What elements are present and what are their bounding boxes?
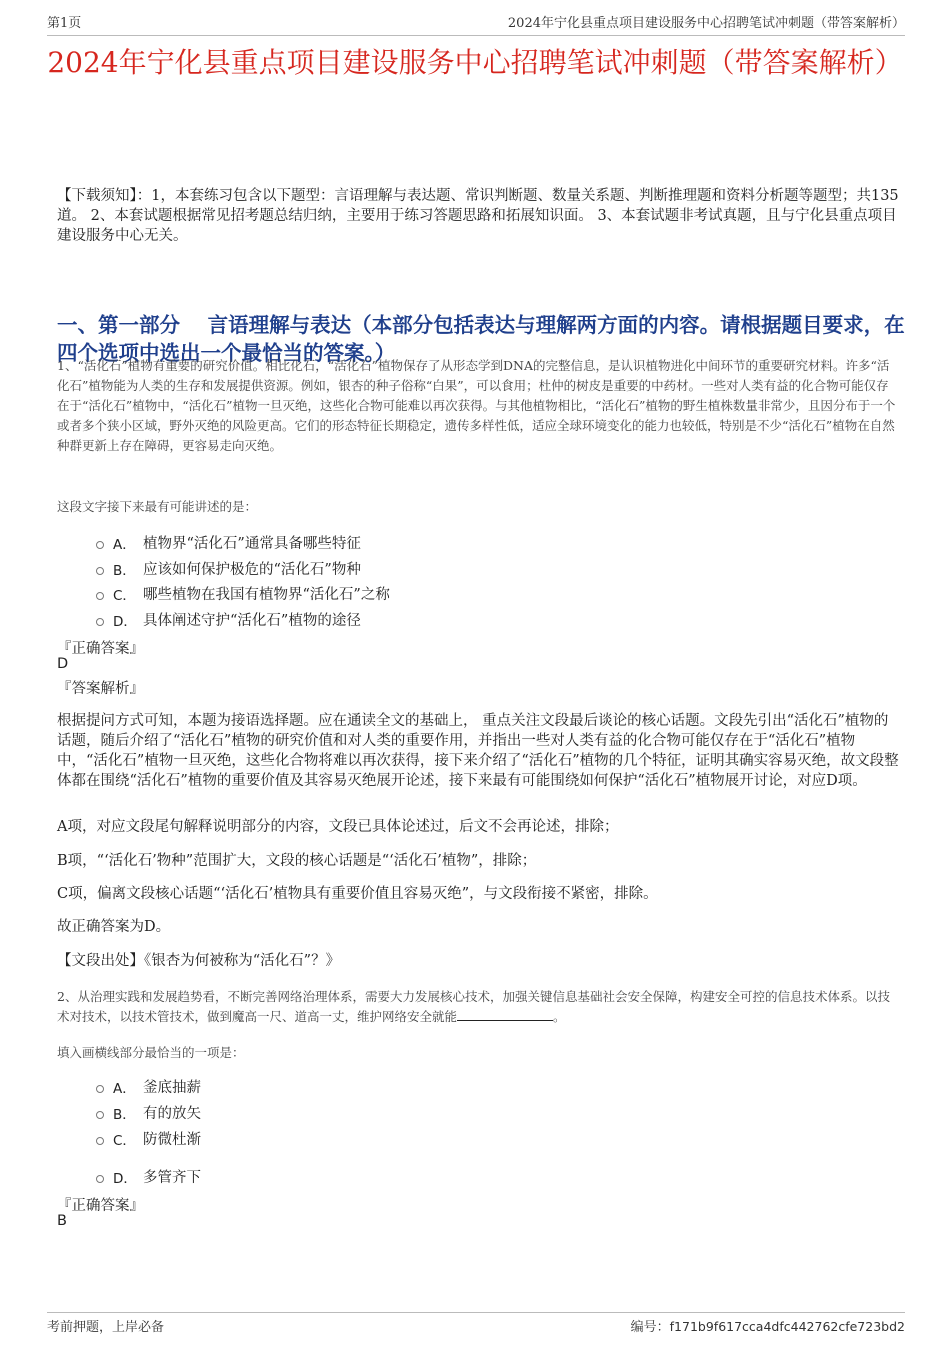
radio-icon[interactable]	[96, 1175, 104, 1183]
q2-option-c[interactable]	[96, 1128, 201, 1149]
running-header	[47, 12, 905, 36]
option-letter: A．	[113, 536, 136, 553]
q1-option-d[interactable]	[96, 609, 361, 630]
page-footer	[47, 1312, 905, 1335]
option-letter: C．	[113, 587, 136, 604]
footer-code-block	[631, 1316, 905, 1335]
radio-icon[interactable]	[96, 1111, 104, 1119]
q2-option-d[interactable]	[96, 1166, 201, 1187]
option-text: 釜底抽薪	[143, 1080, 201, 1096]
q1-option-b[interactable]	[96, 558, 361, 579]
page-number: 第1页	[47, 16, 82, 31]
radio-icon[interactable]	[96, 567, 104, 575]
option-letter: C．	[113, 1132, 136, 1149]
option-text: 应该如何保护极危的“活化石”物种	[143, 562, 361, 578]
q1-analysis-main: 根据提问方式可知，本题为接语选择题。应在通读全文的基础上， 重点关注文段最后谈论的核心话题。文段先引出“活化石”植物的话题，随后介绍了“活化石”植物的研究价值和对人类的重要作用，并指出一些对人类有益的化合物可能仅存在于“活化石”植物中，“活化石”植物一旦灭绝，这些化合物将难以再次获得，接下来介绍了“活化石”植物的几个特征，证明其确实容易灭绝，故文段整体都在围绕“活化石”植物的重要价值及其容易灭绝展开论述，接下来最有可能围绕如何保护“活化石”植物展开讨论，对应D项。	[57, 713, 899, 789]
option-text: 具体阐述守护“活化石”植物的途径	[143, 613, 361, 629]
fill-blank-line	[457, 1008, 553, 1021]
q1-source: 【文段出处】《银杏为何被称为“活化石”？》	[57, 953, 341, 969]
radio-icon[interactable]	[96, 1137, 104, 1145]
radio-icon[interactable]	[96, 1085, 104, 1093]
option-letter: B．	[113, 1106, 136, 1123]
q2-answer-label: 『正确答案』	[57, 1198, 144, 1214]
question-1-prompt: 这段文字接下来最有可能讲述的是：	[57, 499, 258, 514]
radio-icon[interactable]	[96, 592, 104, 600]
footer-code-label: 编号：	[630, 1320, 670, 1335]
footer-code: f171b9f617cca4dfc442762cfe723bd2	[669, 1319, 905, 1334]
option-letter: D．	[113, 613, 137, 630]
question-1-stem: 1、“活化石”植物有重要的研究价值。相比化石，“活化石”植物保存了从形态学到DNA的完整信息，是认识植物进化中间环节的重要研究材料。许多“活化石”植物能为人类的生存和发展提供资源。例如，银杏的种子俗称“白果”，可以食用；杜仲的树皮是重要的中药材。一些对人类有益的化合物可能仅存在于“活化石”植物中，“活化石”植物一旦灭绝，这些化合物可能难以再次获得。与其他植物相比，“活化石”植物的野生植株数量非常少，且因分布于一个或者多个狭小区域，野外灭绝的风险更高。它们的形态特征长期稳定，遗传多样性低，适应全球环境变化的能力也较低，特别是不少“活化石”植物在自然种群更新上存在障碍，更容易走向灭绝。	[57, 358, 896, 453]
q1-answer: D	[57, 656, 69, 672]
q1-analysis-a: A项，对应文段尾句解释说明部分的内容，文段已具体论述过，后文不会再论述，排除；	[57, 819, 619, 835]
q1-analysis-b: B项，“‘活化石’物种”范围扩大，文段的核心话题是“‘活化石’植物”，排除；	[57, 853, 537, 869]
question-2-stem-end: 。	[553, 1009, 566, 1024]
question-2-stem-text: 2、从治理实践和发展趋势看，不断完善网络治理体系，需要大力发展核心技术，加强关键信息基础社会安全保障，构建安全可控的信息技术体系。以技术对技术，以技术管技术，做到魔高一尺、道高一丈，维护网络安全就能	[57, 989, 890, 1024]
header-doc-title: 2024年宁化县重点项目建设服务中心招聘笔试冲刺题（带答案解析）	[507, 16, 905, 31]
option-text: 多管齐下	[143, 1170, 201, 1186]
option-text: 植物界“活化石”通常具备哪些特征	[143, 536, 361, 552]
option-letter: A．	[113, 1080, 136, 1097]
section-heading: 一、第一部分 言语理解与表达（本部分包括表达与理解两方面的内容。请根据题目要求，在四个选项中选出一个最恰当的答案。）	[57, 313, 905, 365]
q1-answer-label: 『正确答案』	[57, 641, 144, 657]
option-text: 哪些植物在我国有植物界“活化石”之称	[143, 587, 390, 603]
q1-analysis-conclusion: 故正确答案为D。	[57, 919, 171, 935]
option-text: 有的放矢	[143, 1106, 201, 1122]
download-notice: 【下载须知】：1，本套练习包含以下题型：言语理解与表达题、常识判断题、数量关系题、判断推理题和资料分析题等题型；共135道。 2、本套试题根据常见招考题总结归纳，主要用于练习答题思路和拓展知识面。 3、本套试题非考试真题，且与宁化县重点项目建设服务中心无关。	[57, 188, 899, 244]
question-2-stem	[57, 987, 900, 1027]
option-letter: B．	[113, 562, 136, 579]
q1-option-c[interactable]	[96, 583, 390, 604]
q2-option-a[interactable]	[96, 1076, 201, 1097]
question-2-prompt: 填入画横线部分最恰当的一项是：	[57, 1045, 245, 1060]
q2-answer: B	[57, 1213, 67, 1229]
q1-option-a[interactable]	[96, 532, 361, 553]
q1-analysis-c: C项，偏离文段核心话题“‘活化石’植物具有重要价值且容易灭绝”，与文段衔接不紧密，排除。	[57, 886, 658, 902]
option-letter: D．	[113, 1170, 137, 1187]
radio-icon[interactable]	[96, 618, 104, 626]
option-text: 防微杜渐	[143, 1132, 201, 1148]
radio-icon[interactable]	[96, 541, 104, 549]
document-title: 2024年宁化县重点项目建设服务中心招聘笔试冲刺题（带答案解析）	[47, 46, 903, 79]
q2-option-b[interactable]	[96, 1102, 201, 1123]
q1-analysis-label: 『答案解析』	[57, 681, 144, 697]
footer-slogan: 考前押题，上岸必备	[47, 1320, 165, 1335]
